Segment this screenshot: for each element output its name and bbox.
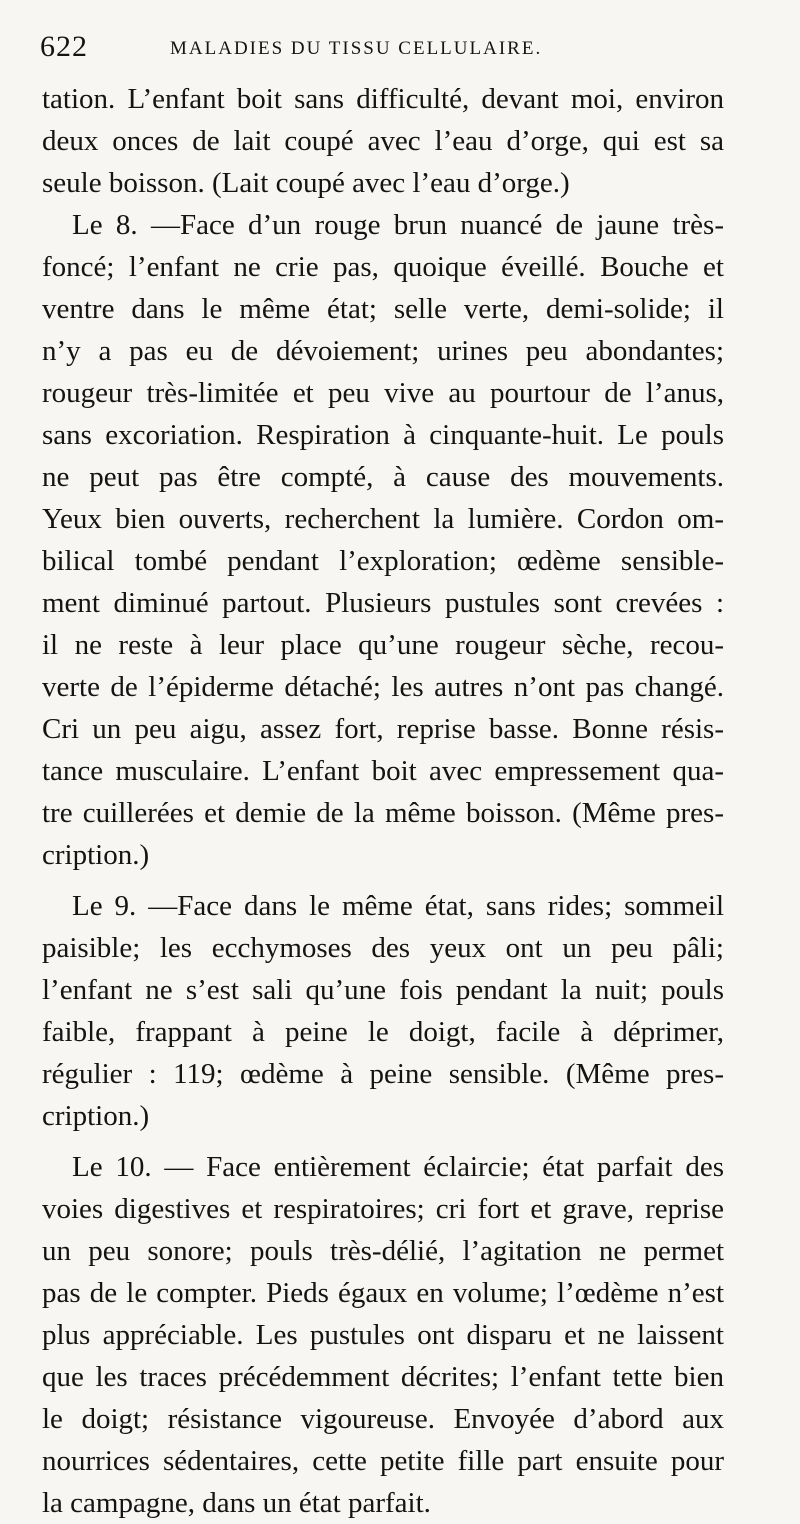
text-line: voies digestives et respiratoires; cri fort et grave, reprise [42,1193,724,1225]
text-line: Le 8. —Face d’un rouge brun nuancé de jaune très- [72,209,724,241]
text-line: bilical tombé pendant l’exploration; œdème sensible- [42,545,724,577]
text-line: l’enfant ne s’est sali qu’une fois pendant la nuit; pouls [42,974,724,1006]
text-line: n’y a pas eu de dévoiement; urines peu abondantes; [42,335,724,367]
text-line: pas de le compter. Pieds égaux en volume; l’œdème n’est [42,1277,724,1309]
page-header [40,30,740,70]
text-line: nourrices sédentaires, cette petite fille part ensuite pour [42,1445,724,1477]
text-line: tance musculaire. L’enfant boit avec empressement qua- [42,755,724,787]
text-line: seule boisson. (Lait coupé avec l’eau d’orge.) [42,167,570,199]
text-line: tation. L’enfant boit sans difficulté, devant moi, environ [42,83,724,115]
text-line: Le 10. — Face entièrement éclaircie; état parfait des [72,1151,724,1183]
text-line: plus appréciable. Les pustules ont disparu et ne laissent [42,1319,724,1351]
text-line: ventre dans le même état; selle verte, demi-solide; il [42,293,724,325]
paragraph-1 [42,78,724,204]
paragraph-le-10 [42,1146,724,1524]
text-line: cription.) [42,1100,150,1132]
text-line: Le 9. —Face dans le même état, sans rides; sommeil [72,890,724,922]
text-line: Cri un peu aigu, assez fort, reprise basse. Bonne résis- [42,713,724,745]
text-line: faible, frappant à peine le doigt, facile à déprimer, [42,1016,724,1048]
text-line: le doigt; résistance vigoureuse. Envoyée d’abord aux [42,1403,724,1435]
text-line: que les traces précédemment décrites; l’enfant tette bien [42,1361,724,1393]
body-text [42,78,724,1524]
text-line: foncé; l’enfant ne crie pas, quoique éveillé. Bouche et [42,251,724,283]
text-line: ment diminué partout. Plusieurs pustules sont crevées : [42,587,724,619]
page-number: 622 [40,30,88,63]
paragraph-le-8 [42,204,724,876]
paragraph-gap [42,1137,724,1146]
text-line: tre cuillerées et demie de la même boisson. (Même pres- [42,797,724,829]
text-line: ne peut pas être compté, à cause des mouvements. [42,461,724,493]
text-line: cription.) [42,839,150,871]
running-head: MALADIES DU TISSU CELLULAIRE. [170,38,543,59]
text-line: un peu sonore; pouls très-délié, l’agitation ne permet [42,1235,724,1267]
text-line: deux onces de lait coupé avec l’eau d’orge, qui est sa [42,125,724,157]
text-line: paisible; les ecchymoses des yeux ont un peu pâli; [42,932,724,964]
paragraph-le-9 [42,885,724,1137]
text-line: verte de l’épiderme détaché; les autres n’ont pas changé. [42,671,724,703]
text-line: rougeur très-limitée et peu vive au pourtour de l’anus, [42,377,724,409]
text-line: régulier : 119; œdème à peine sensible. (Même pres- [42,1058,724,1090]
text-line: Yeux bien ouverts, recherchent la lumière. Cordon om- [42,503,724,535]
text-line: il ne reste à leur place qu’une rougeur sèche, recou- [42,629,724,661]
text-line: la campagne, dans un état parfait. [42,1487,431,1519]
text-line: sans excoriation. Respiration à cinquante-huit. Le pouls [42,419,724,451]
paragraph-gap [42,876,724,885]
